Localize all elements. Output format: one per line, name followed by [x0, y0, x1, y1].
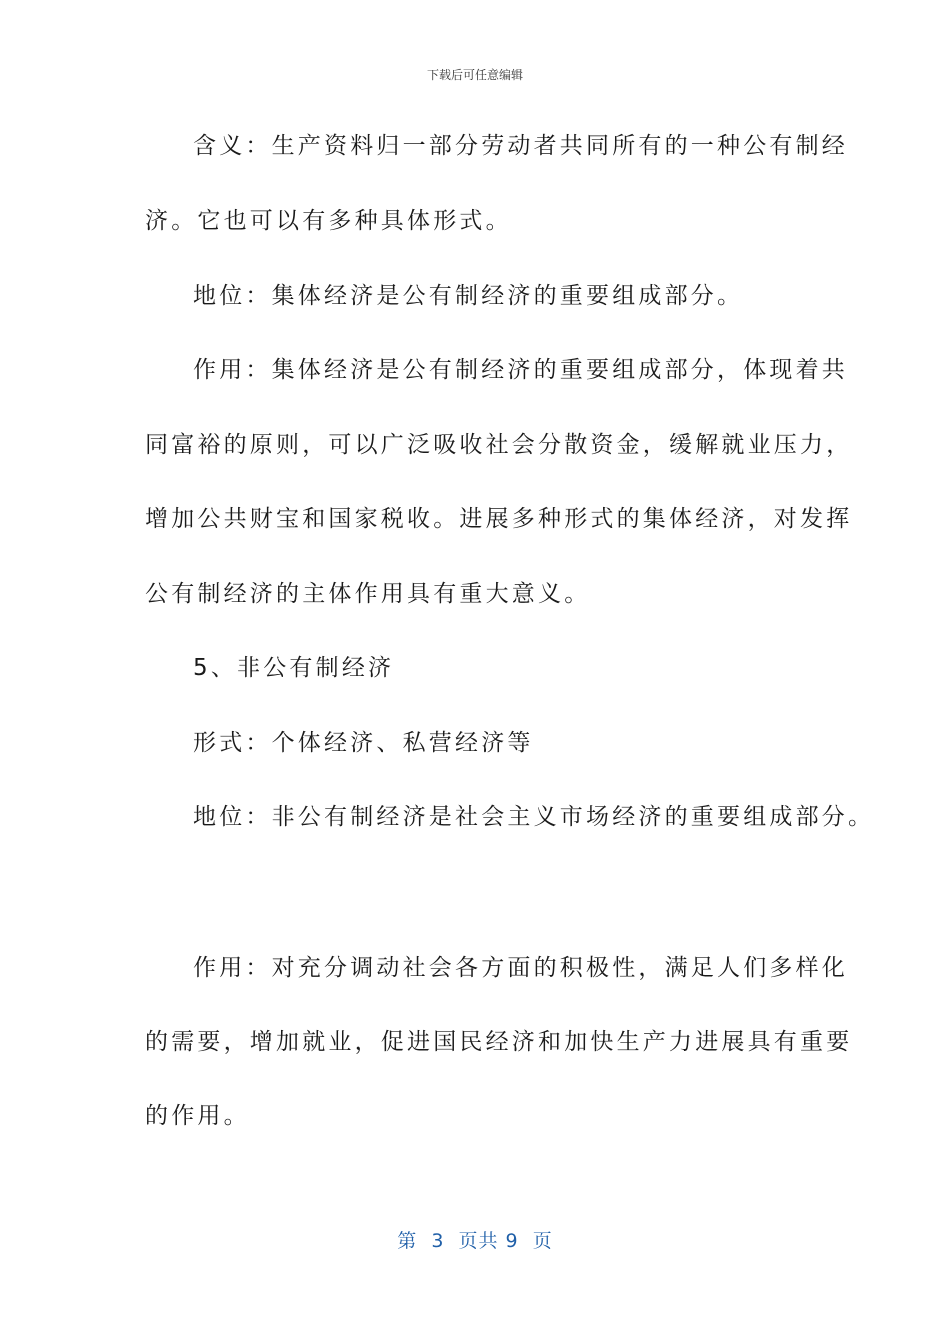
- paragraph-line: 同富裕的原则，可以广泛吸收社会分散资金，缓解就业压力，: [145, 432, 853, 458]
- paragraph-line: 增加公共财宝和国家税收。进展多种形式的集体经济，对发挥: [145, 506, 853, 532]
- page-number-footer: 第 3 页共 9 页: [397, 1230, 553, 1252]
- section-heading: 5、非公有制经济: [193, 655, 395, 681]
- page-header-note: 下载后可任意编辑: [426, 68, 523, 82]
- paragraph-line: 含义：生产资料归一部分劳动者共同所有的一种公有制经: [193, 133, 848, 159]
- paragraph-line: 地位：非公有制经济是社会主义市场经济的重要组成部分。: [193, 804, 875, 830]
- paragraph-line: 形式：个体经济、私营经济等: [193, 730, 534, 756]
- paragraph-line: 作用：集体经济是公有制经济的重要组成部分，体现着共: [193, 357, 848, 383]
- paragraph-line: 公有制经济的主体作用具有重大意义。: [145, 581, 591, 607]
- paragraph-line: 地位：集体经济是公有制经济的重要组成部分。: [193, 283, 744, 309]
- paragraph-line: 的需要，增加就业，促进国民经济和加快生产力进展具有重要: [145, 1029, 853, 1055]
- paragraph-line: 济。它也可以有多种具体形式。: [145, 208, 512, 234]
- paragraph-line: 作用：对充分调动社会各方面的积极性，满足人们多样化: [193, 955, 848, 981]
- paragraph-line: 的作用。: [145, 1103, 250, 1129]
